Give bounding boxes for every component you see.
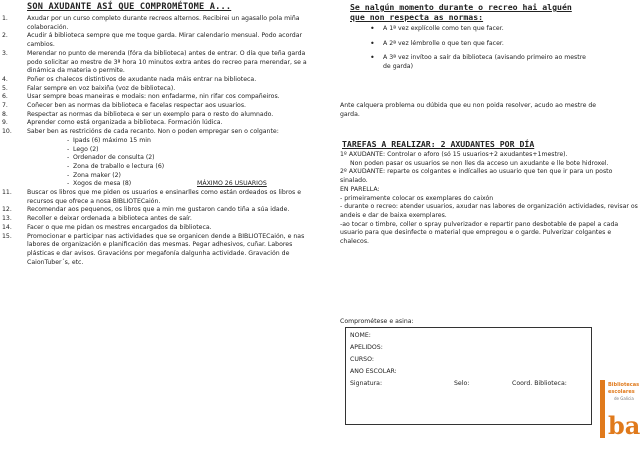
school-year-field[interactable]: ANO ESCOLAR: (350, 368, 397, 375)
list-item: 14. Facer o que me pidan os mestres encargados da biblioteca. (2, 223, 212, 231)
list-item: 11. Buscar os libros que me piden os usuarios e ensinarlles como están ordeados os libros e recursos que ofrece a nosa BIBLIOTECaión. (2, 189, 302, 205)
name-field[interactable]: NOME: (350, 332, 371, 339)
task-line: -ao tocar o timbre, coller o spray pulverizador e repartir pano desbotable de papel a cada usuario para que desinfecte o material que empregou e o garde. Pulverizar colgantes e chalecos. (340, 220, 619, 246)
logo-line1: Bibliotecas (608, 382, 640, 388)
warning-step: • A 1ª vez explícolle como ten que facer. (368, 25, 588, 34)
task-line: EN PARELLA: (340, 185, 380, 193)
restriction-item: - Ordenador de consulta (2) (67, 154, 318, 163)
restriction-item: - Ipads (6) máximo 15 min (67, 137, 318, 146)
restriction-item: - Zona maker (2) (67, 172, 318, 181)
warning-step: • A 3ª vez invítoo a saír da biblioteca (avisando primeiro ao mestre de garda) (368, 54, 588, 71)
coord-field[interactable]: Coord. Biblioteca: (512, 380, 567, 387)
tasks-list (340, 151, 638, 247)
tasks-heading: TAREFAS A REALIZAR: 2 AXUDANTES POR DÍA (342, 139, 535, 149)
list-item: 12. Recomendar aos pequenos, os libros que a min me gustaron cando tiña a súa idade. (2, 206, 290, 214)
task-line: 1º AXUDANTE: Controlar o aforo (só 15 usuarios+2 axudantes+1mestre). (340, 151, 568, 158)
logo-bar (600, 380, 605, 438)
commitment-list (0, 15, 318, 267)
commit-label: Comprométese e asina: (340, 318, 414, 325)
signature-field[interactable]: Signatura: (350, 380, 383, 387)
max-users-note: MÁXIMO 26 USUARIOS (197, 180, 267, 188)
seal-field[interactable]: Selo: (454, 380, 470, 387)
rules-heading: Se nalgún momento durante o recreo hai alguén que non respecta as normas: (350, 2, 572, 22)
bibliotecas-logo (600, 380, 640, 453)
list-item: 7. Coñecer ben as normas da biblioteca e facelas respectar aos usuarios. (2, 102, 247, 110)
list-item: 10. Saber ben as restricións de cada recanto. Non o poden empregar sen o colgante: - Ipads (6) máximo 15 min - Lego (2) - Ordenador de consulta (2) - Zona de traballo e lectura (6) - Zona maker (2) - Xogos de mesa (8) MÁXIMO 26 USUARIOS (0, 128, 318, 189)
list-item: 9. Aprender como está organizada a biblioteca. Formación lúdica. (2, 119, 223, 127)
list-item: 4. Poñer os chalecos distintivos de axudante nada máis entrar na biblioteca. (2, 75, 257, 83)
task-line: - durante o recreo: atender usuarios, axudar nas labores de organización actividades, revisar os andeis e dar de baixa exemplares. (340, 203, 638, 219)
restriction-item: - Xogos de mesa (8) MÁXIMO 26 USUARIOS (67, 180, 318, 189)
logo-line3: de Galicia (614, 396, 634, 401)
restriction-item: - Zona de traballo e lectura (6) (67, 163, 318, 172)
task-line: 2º AXUDANTE: reparte os colgantes e indícalles ao usuario que ten que ir para un posto sinalado. (340, 168, 613, 185)
restriction-item: - Lego (2) (67, 146, 318, 155)
list-item: 15. Promocionar e participar nas actividades que se organicen dende a BIBLIOTECaión, e nas labores de organización e planificación das mesmas. Pegar adhesivos, cuñar. Labores plásticas e dar avisos. Gravacións por megafonía dalgunha actividade. Gravación de CaionTuber´s, etc. (2, 232, 305, 266)
warning-step: • A 2ª vez lémbrolle o que ten que facer. (368, 40, 588, 49)
list-item: 8. Respectar as normas da biblioteca e ser un exemplo para o resto do alumnado. (2, 110, 274, 118)
list-item: 6. Usar sempre boas maneiras e modais: non enfadarme, nin rifar cos compañeiros. (2, 93, 280, 101)
problems-note: Ante calquera problema ou dúbida que eu non poida resolver, acudo ao mestre de garda. (340, 102, 597, 118)
list-item: 2. Acudir á biblioteca sempre que me toque garda. Mirar calendario mensual. Podo acordar cambios. (2, 32, 303, 49)
list-item: 3. Merendar no punto de merenda (fóra da biblioteca) antes de entrar. O día que teña garda podo solicitar ao mestre de 3ª hora 10 minutos extra antes do recreo para merendar, se a dinámica da materia o permite. (2, 49, 307, 75)
warning-steps (368, 25, 588, 78)
list-item: 1. Axudar por un curso completo durante recreos alternos. Recibirei un agasallo pola miña colaboración. (2, 15, 300, 31)
signature-form (345, 327, 592, 425)
commitment-heading: SON AXUDANTE ASÍ QUE COMPROMÉTOME A... (27, 2, 232, 12)
list-item: 5. Falar sempre en voz baixiña (voz de biblioteca). (2, 84, 176, 92)
course-field[interactable]: CURSO: (350, 356, 374, 363)
logo-mark: ba (608, 411, 640, 440)
logo-line2: escolares (608, 389, 635, 395)
task-line: - primeiramente colocar os exemplares do caixón (340, 194, 494, 202)
restriction-list (27, 137, 318, 189)
task-line: Non poden pasar os usuarios se non lles da acceso un axudante e lle bote hidroxel. (350, 159, 609, 167)
list-item: 13. Recoller e deixar ordenada a biblioteca antes de saír. (2, 215, 192, 223)
surnames-field[interactable]: APELIDOS: (350, 344, 383, 351)
